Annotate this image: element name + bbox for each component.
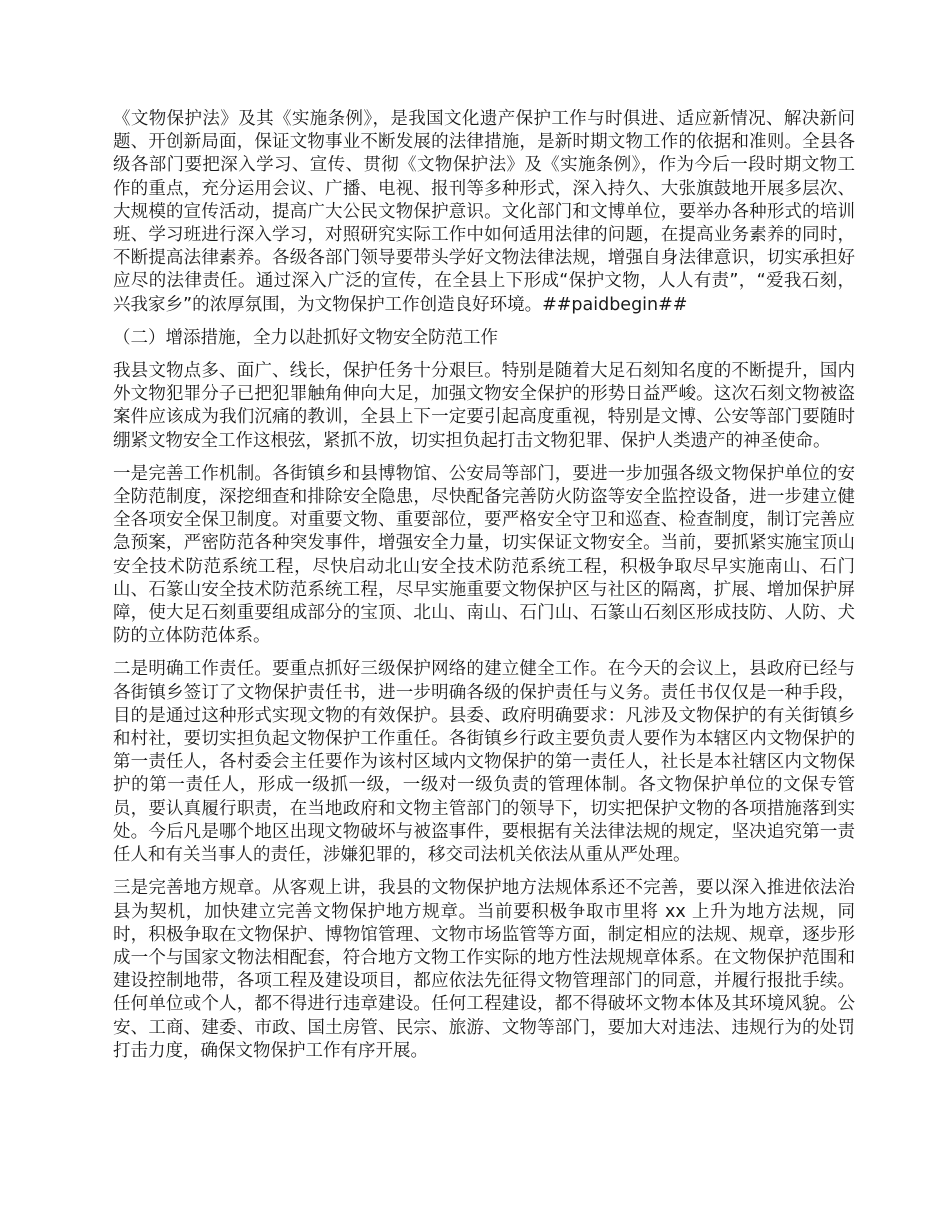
paragraph-publicity: 《文物保护法》及其《实施条例》，是我国文化遗产保护工作与时俱进、适应新情况、解决新问题、开创新局面，保证文物事业不断发展的法律措施，是新时期文物工作的依据和准则。全县各级各部门要把深入学习、宣传、贯彻《文物保护法》及《实施条例》，作为今后一段时期文物工作的重点，充分运用会议、广播、电视、报刊等多种形式，深入持久、大张旗鼓地开展多层次、大规模的宣传活动，提高广大公民文物保护意识。文化部门和文博单位，要举办各种形式的培训班、学习班进行深入学习，对照研究实际工作中如何适用法律的问题，在提高业务素养的同时，不断提高法律素养。各级各部门领导要带头学好文物法律法规，增强自身法律意识，切实承担好应尽的法律责任。通过深入广泛的宣传，在全县上下形成“保护文物，人人有责”，“爱我石刻，兴我家乡”的浓厚氛围，为文物保护工作创造良好环境。##paidbegin## [113,109,855,315]
section-heading: （二）增添措施，全力以赴抓好文物安全防范工作 [113,327,498,348]
paragraph-work-mechanism: 一是完善工作机制。各街镇乡和县博物馆、公安局等部门，要进一步加强各级文物保护单位的安全防范制度，深挖细查和排除安全隐患，尽快配备完善防火防盗等安全监控设备，进一步建立健全各项安全保卫制度。对重要文物、重要部位，要严格安全守卫和巡查、检查制度，制订完善应急预案，严密防范各种突发事件，增强安全力量，切实保证文物安全。当前，要抓紧实施宝顶山安全技术防范系统工程，尽快启动北山安全技术防范系统工程，积极争取尽早实施南山、石门山、石篆山安全技术防范系统工程，尽早实施重要文物保护区与社区的隔离，扩展、增加保护屏障，使大足石刻重要组成部分的宝顶、北山、南山、石门山、石篆山石刻区形成技防、人防、犬防的立体防范体系。 [113,463,855,647]
document-body [113,108,855,1073]
paragraph-safety-situation: 我县文物点多、面广、线长，保护任务十分艰巨。特别是随着大足石刻知名度的不断提升，国内外文物犯罪分子已把犯罪触角伸向大足，加强文物安全保护的形势日益严峻。这次石刻文物被盗案件应该成为我们沉痛的教训，全县上下一定要引起高度重视，特别是文博、公安等部门要随时绷紧文物安全工作这根弦，紧抓不放，切实担负起打击文物犯罪、保护人类遗产的神圣使命。 [113,361,855,451]
paragraph-local-regulations: 三是完善地方规章。从客观上讲，我县的文物保护地方法规体系还不完善，要以深入推进依法治县为契机，加快建立完善文物保护地方规章。当前要积极争取市里将 xx 上升为地方法规，同时，积极争取在文物保护、博物馆管理、文物市场监管等方面，制定相应的法规、规章，逐步形成一个与国家文物法相配套，符合地方文物工作实际的地方性法规规章体系。在文物保护范围和建设控制地带，各项工程及建设项目，都应依法先征得文物管理部门的同意，并履行报批手续。任何单位或个人，都不得进行违章建设。任何工程建设，都不得破坏文物本体及其环境风貌。公安、工商、建委、市政、国土房管、民宗、旅游、文物等部门，要加大对违法、违规行为的处罚打击力度，确保文物保护工作有序开展。 [113,878,855,1061]
paragraph-responsibility: 二是明确工作责任。要重点抓好三级保护网络的建立健全工作。在今天的会议上，县政府已经与各街镇乡签订了文物保护责任书，进一步明确各级的保护责任与义务。责任书仅仅是一种手段，目的是通过这种形式实现文物的有效保护。县委、政府明确要求：凡涉及文物保护的有关街镇乡和村社，要切实担负起文物保护工作重任。各街镇乡行政主要负责人要作为本辖区内文物保护的第一责任人，各村委会主任要作为该村区域内文物保护的第一责任人，社长是本社辖区内文物保护的第一责任人，形成一级抓一级，一级对一级负责的管理体制。各文物保护单位的文保专管员，要认真履行职责，在当地政府和文物主管部门的领导下，切实把保护文物的各项措施落到实处。今后凡是哪个地区出现文物破坏与被盗事件，要根据有关法律法规的规定，坚决追究第一责任人和有关当事人的责任，涉嫌犯罪的，移交司法机关依法从重从严处理。 [113,659,855,866]
